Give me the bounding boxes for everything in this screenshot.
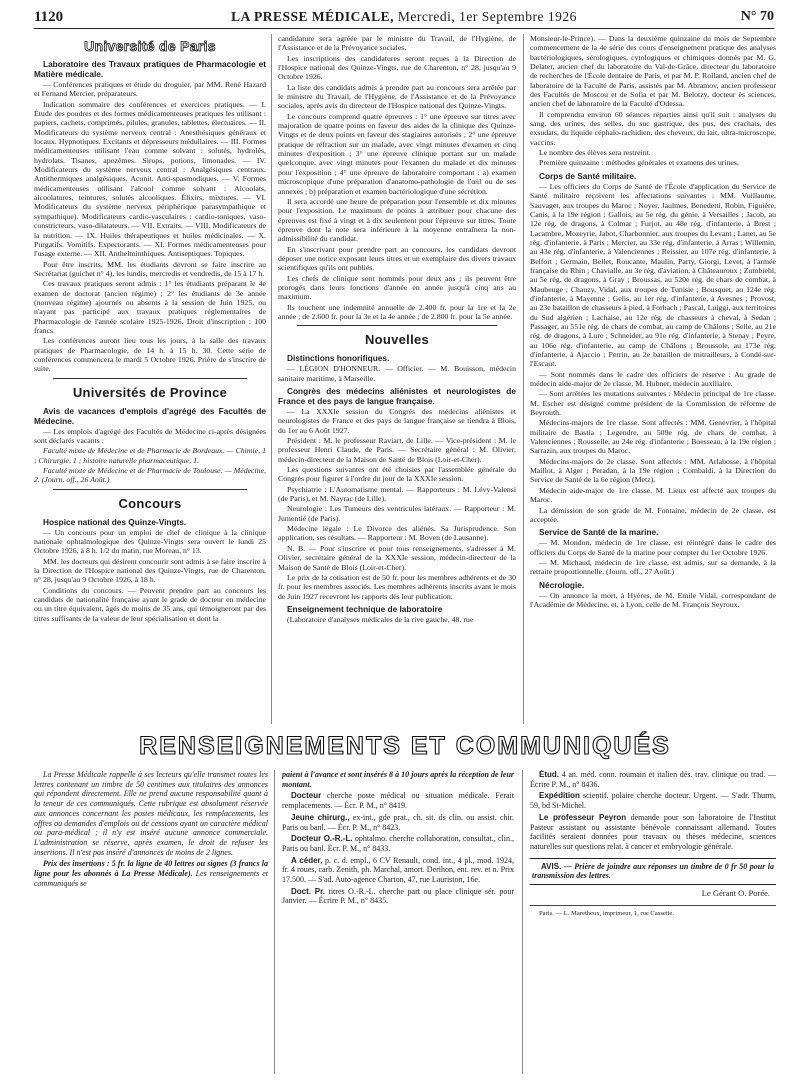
paragraph: En s'inscrivant pour prendre part au concours, les candidats devront déposer une notice exposant leurs titres et un exemplaire des divers travaux scientifiques qu'ils ont publiés. xyxy=(278,244,516,273)
ad-text: ex-int., gde prat., ch. sit. ds clin. ou assist. chir. Paris ou banl. — Écr. P. M., n° 8423. xyxy=(282,812,514,832)
article-heading: Distinctions honorifiques. xyxy=(287,353,390,364)
paragraph: Les conférences auront lieu tous les jours, à la salle des travaux pratiques de Pharmacologie, de 14 h. à 15 h. 30. Cette série de conférences commencera le mardi 5 Octobre 1926. Prière de s'inscrire de suite. xyxy=(34,336,266,374)
section-rule xyxy=(297,325,497,326)
paragraph: Médecins-majors de 2e classe. Sont affectés : MM. Arlabosse, à l'hôpital Maillot, à Alger ; Peradan, à la 19e région ; Combaldi, à la Direction du Service de Santé de la 6e région (Metz). xyxy=(530,456,776,485)
paragraph: Président : M. le professeur Raviart, de Lille. — Vice-président : M. le professeur Henri Claude, de Paris. — Secrétaire général : M. Olivier, médecin-directeur de la Maison de Santé de Blois (Loir-et-Cher). xyxy=(278,436,516,464)
banner-title: RENSEIGNEMENTS ET COMMUNIQUÉS xyxy=(139,732,671,760)
classified-ad xyxy=(282,791,514,810)
paragraph: Neurologie : Les Tumeurs des ventricules latéraux. — Rapporteur : M. Jumentié (de Paris). xyxy=(278,504,516,523)
paragraph: Ces travaux pratiques seront admis : 1° les étudiants préparant le 4e examen de doctorat (ancien régime) ; 2° les étudiants de 3e année (nouveau régime) ajournés ou absents à la session de Juin 1925, ou n'ayant pas participé aux travaux pratiques réglementaires de Pharmacologie de l'année scolaire 1925-1926. Droit d'inscription : 100 francs. xyxy=(34,279,266,335)
journal-name: LA PRESSE MÉDICALE, xyxy=(231,9,395,24)
column-right xyxy=(530,34,776,724)
article-heading: Avis de vacances d'emplois d'agrégé des Facultés de Médecine. xyxy=(34,405,266,426)
classifieds-column-right xyxy=(530,770,776,1070)
article-heading: Nécrologie. xyxy=(539,579,585,590)
avis-heading: AVIS. xyxy=(541,861,562,871)
price-notice: Prix des insertions : 5 fr. la ligne de 40 lettres ou signes (3 francs la ligne pour les abonnés à La Presse Médicale). xyxy=(34,859,268,879)
paragraph: — Sont arrêtées les mutations suivantes : Médecin principal de 1re classe. M. Escher est désigné comme président de la Commission de réforme de Beyrouth. xyxy=(530,389,776,418)
issue-date: Mercredi, 1er Septembre 1926 xyxy=(397,9,577,24)
paragraph: N. B. — Pour s'inscrire et pour tous renseignements, s'adresser à M. Olivier, secrétaire général de la XXXIe session, médecin-directeur de la Maison de Santé de Blois (Loir-et-Cher). xyxy=(278,543,516,572)
classified-ad xyxy=(282,856,514,885)
running-title xyxy=(154,9,654,25)
page-header xyxy=(34,6,774,29)
notice-continuation: Les renseignements et communiqués se xyxy=(34,869,268,888)
paragraph: Monsieur-le-Prince). — Dans la deuxième quinzaine du mois de Septembre commencement de la 4e série des cours d'enseignement pratique des analyses bactériologiques, sérologiques, cytologiques et chimiques donnés par M. G. Delater, ancien chef du laboratoire du Val-de-Grâce, directeur du laboratoire de recherches de l'École dentaire de Paris, et par M. P. Rolland, ancien chef de laboratoire de la Faculté de Paris, assistés par M. Abramov, ancien professeur des Facultés de Moscou et de Sofia et par M. Belotzy, docteur ès sciences, ancien chef de laboratoire de la Faculté d'Odessa. xyxy=(530,34,776,109)
section-title-paris: Université de Paris xyxy=(84,38,216,54)
ad-text: 4 an. méd. conn. roumain et italien dés. trav. clinique ou trad. — Écrire P. M., n° 8436. xyxy=(530,770,776,789)
paragraph: — Les officiers du Corps de Santé de l'École d'application du Service de Santé militaire reçoivent les affectations suivantes : MM. Vuillaume, Sauvaget, aux troupes du Maroc ; Noyer, Jaulmes, Benedetti, Robin, Figuière, Canis, à la 19e région ; Gallois, au 5e rég. du génie, à Versailles ; Jacob, au 12e rég. de dragons, à Colmar ; Furjot, au 48e rég. d'infanterie, à Brest ; Lacambre, Mozeyrie, Jabot, Charbonnier, aux troupes du Levant ; Lanet, au 5e rég. d'infanterie, à Paris ; Mercier, au 33e rég. d'infanterie, à Arras ; Willemin, au 43e rég. d'infanterie, à Valenciennes ; Reissier, au 107e rég. d'infanterie, à Belfort ; Germain, Bellet, Roucante, Maulin, Party, Giorgi, Levet, à l'armée française du Rhin ; Chavialle, au 3e rég. d'aviation, à Châteauroux ; Zumbiehl, au 5e rég. de dragons, à Gray ; Broussas, au 520e rég. de chars de combat, à Maubeuge ; Chauzy, Vidal, aux troupes de Tunisie ; Bousquet, au 124e rég. d'infanterie, à Mayenne ; Gelis, au 1er rég. d'infanterie, à Avesnes ; Provost, au 23e bataillon de chasseurs à pied, à Forbach ; Pascal, Luiggi, aux territoires du Sud algérien ; Lachaise, au 12e rég. de chasseurs à cheval, à Sedan ; Passager, au 551e rég. de chars de combat, au camp de Châlons ; Selle, au 21e rég. de dragons, à Lure ; Schneider, au 91e rég. d'infanterie, à Stenay ; Peyre, au 106e rég. d'infanterie, au camp de Châlons ; Broussole, au 173e rég. d'infanterie, à Ajaccio ; Perrin, au 2e bataillon de mitrailleurs, à Condé-sur-l'Escaut. xyxy=(530,181,776,369)
column-divider xyxy=(522,770,523,1074)
ad-heading: A céder, xyxy=(291,855,323,865)
paragraph: — On annonce la mort, à Hyères, de M. Emile Vidal, correspondant de l'Académie de Médecine, et, à Lyon, celle de M. François Seyroux. xyxy=(530,590,776,609)
classifieds-notice-column xyxy=(34,770,268,1070)
paragraph: Il comprendra environ 60 séances réparties ainsi qu'il suit : analyses du sang, des urines, des selles, du suc gastrique, des pus, des crachats, des exsudats, du liquide céphalo-rachidien, des cheveux, du lait, ultra-microscope, vaccins. xyxy=(530,109,776,147)
ad-heading: Jeune chirurg., xyxy=(291,812,350,822)
ad-text: p. c. d. empl., 6 CV Renault, cond. int., 4 pl., mod. 1924, fr. 4 roues, carb. Zenith, ph. Marchal, amort. Derihon, ent. rev. et n. Prix 17.500. — S'ad. Auto-agence Charton, 47, rue Lauriston, 16e. xyxy=(282,855,514,885)
ad-text: scientif. polaire cherche docteur. Urgent. — S'adr. Thurm, 59, bd St-Michel. xyxy=(530,791,776,811)
paragraph: Pour être inscrits, MM. les étudiants devront se faire inscrire au Secrétariat (guichet n° 4), les lundis, mercredis et vendredis, de 15 à 17 h. xyxy=(34,259,266,278)
paragraph: — LÉGION D'HONNEUR. — Officier. — M. Bouisson, médecin sanitaire maritime, à Marseille. xyxy=(278,364,516,383)
paragraph: — Les emplois d'agrégé des Facultés de Médecine ci-après désignées sont déclarés vacants : xyxy=(34,426,266,445)
column-left xyxy=(34,34,266,724)
column-middle xyxy=(278,34,516,724)
ad-text: titres O.-R.-L. cherche part ou place clinique sér. pour Janvier. — Écrire P. M., n° 8435. xyxy=(282,886,514,906)
paragraph: Médecins-majors de 1re classe. Sont affectés : MM. Genevrier, à l'hôpital militaire de Bastia ; Legendre, au 509e rég. de chars de combat, à Valenciennes ; Rousselle, au 24e rég. d'infanterie ; Boesseau, à la 19e région ; Sarrazin, aux troupes du Maroc. xyxy=(530,418,776,456)
article-heading: Laboratoire des Travaux pratiques de Pharmacologie et Matière médicale. xyxy=(34,59,266,79)
paragraph: — M. Michaud, médecin de 1re classe, est admis, sur sa demande, à la retraite proportionnelle. (Journ. off., 27 Août.) xyxy=(530,557,776,577)
section-title-nouvelles: Nouvelles xyxy=(364,332,430,348)
paragraph: La liste des candidats admis à prendre part au concours sera arrêtée par le ministre du Travail, de l'Hygiène, de l'Assistance et de la Prévoyance sociales, après avis du directeur de l'Hospice national des Quinze-Vingts. xyxy=(278,82,516,111)
paragraph: Première quinzaine : méthodes générales et examens des urines. xyxy=(539,158,739,168)
avis-text: — Prière de joindre aux réponses un timbre de 0 fr 50 pour la transmission des lettres. xyxy=(532,861,775,881)
classified-ad xyxy=(282,813,514,832)
page-number: 1120 xyxy=(34,9,64,25)
article-heading: Congrès des médecins aliénistes et neurologistes de France et des pays de langue française. xyxy=(278,386,516,406)
paragraph: Les questions suivantes ont été choisies par l'assemblée générale du Congrès pour figurer à l'ordre du jour de la XXXIe session. xyxy=(278,465,516,484)
ad-heading: Expédition xyxy=(539,791,580,801)
article-heading: Service de Santé de la marine. xyxy=(539,527,659,538)
paragraph: Le prix de la cotisation est de 50 fr. pour les membres adhérents et de 30 fr. pour les membres associés. Les membres adhérents inscrits avant le mois de Juin 1927 recevront les rapports dès leur publication. xyxy=(278,572,516,601)
paragraph: — Sont nommés dans le cadre des officiers de réserve : Au grade de médecin aide-major de 2e classe, M. Hubner, médecin auxiliaire. xyxy=(530,369,776,389)
paragraph: Médecin aide-major de 1re classe. M. Lieux est affecté aux troupes du Maroc. xyxy=(530,485,776,505)
paragraph: — Un concours pour un emploi de chef de clinique à la clinique nationale ophtalmologique des Quinze-Vingts sera ouvert le lundi 25 Octobre 1926, à 8 h. 1/2 du matin, rue Moreau, n° 13. xyxy=(34,527,266,556)
ad-heading: Docteur xyxy=(291,791,322,801)
manager-signature: Le Gérant O. Porée. xyxy=(701,888,770,899)
paragraph: Conditions du concours. — Peuvent prendre part au concours les candidats de nationalité française ayant le grade de docteur en médecine ou un titre équivalent, âgés de moins de 35 ans, qui témoigneront par des titres suffisants de la valeur de leur spécialisation et dont la xyxy=(34,585,266,623)
article-heading: Corps de Santé militaire. xyxy=(539,170,637,181)
issue-number: N° 70 xyxy=(740,9,774,24)
ad-heading: Étud. xyxy=(539,770,559,779)
paragraph: Les inscriptions des candidatures seront reçues à la Direction de l'Hospice national des Quinze-Vingts, rue de Charenton, n° 28, jusqu'au 9 Octobre 1926. xyxy=(278,53,516,82)
notice-paragraph xyxy=(34,859,268,888)
classified-ad xyxy=(530,791,776,810)
classified-ad xyxy=(530,770,776,789)
paragraph: Ils touchent une indemnité annuelle de 2.400 fr. pour la 1re et la 2e année ; de 2.600 fr. pour la 3e et la 4e année ; de 2.800 fr. pour la 5e année. xyxy=(278,302,516,321)
paragraph: — La XXXIe session du Congrès des médecins aliénistes et neurologistes de France et des pays de langue française se tiendra à Blois, du 1er au 6 Août 1927. xyxy=(278,407,516,435)
section-title-concours: Concours xyxy=(118,495,182,511)
classified-ad xyxy=(282,834,514,853)
paragraph: Médecine légale : Le Divorce des aliénés. Sa Jurisprudence. Son application, ses résultats. — Rapporteur : M. Boven (de Lausanne). xyxy=(278,524,516,543)
section-rule xyxy=(53,378,248,379)
classified-ad xyxy=(530,813,776,852)
notice-continuation: paient à l'avance et sont insérés 8 à 10 jours après la réception de leur montant. xyxy=(282,770,514,789)
paragraph: Il sera accordé une heure de préparation pour l'ensemble et dix minutes pour l'exposition. Le maximum de points à attribuer pour chacune des épreuves est fixé à vingt et à dix seulement pour l'épreuve sur titres. Toute épreuve dont la note sera inférieure à la moyenne entraînera la non-admissibilité du candidat. xyxy=(278,196,516,244)
paragraph: Faculté mixte de Médecine et de Pharmacie de Bordeaux. — Chimie, 1 ; Chirurgie, 1 ; histoire naturelle pharmaceutique, 1. xyxy=(34,446,266,465)
classifieds-column-middle xyxy=(282,770,514,1070)
avis-notice xyxy=(530,858,776,885)
ad-heading: Doct. Pr. xyxy=(291,886,326,896)
paragraph: — Conférences pratiques et étude du droguier, par MM. René Hazard et Fernand Mercier, préparateurs. xyxy=(34,80,266,99)
article-heading: Enseignement technique de laboratoire xyxy=(287,603,443,614)
paragraph: (Laboratoire d'analyses médicales de la rive gauche, 48, rue xyxy=(287,614,474,624)
paragraph: Faculté mixte de Médecine et de Pharmacie de Toulouse. — Médecine, 2. (Journ. off., 26 Août.) xyxy=(34,466,266,485)
paragraph: Le nombre des élèves sera restreint. xyxy=(539,148,651,158)
column-divider xyxy=(523,34,524,724)
classifieds-banner xyxy=(34,732,776,762)
printer-line: Paris. — L. Maretheux, imprimeur, 1, rue Cassette. xyxy=(530,905,776,919)
ad-heading: Docteur O.-R.-L. xyxy=(291,834,353,844)
ad-text: cherche poste médical ou situation médicale. Ferait remplacements. — Écr. P. M., n° 8419. xyxy=(282,791,514,811)
paragraph: La démission de son grade de M. Fontaine, médecin de 2e classe, est acceptée. xyxy=(530,505,776,524)
paragraph: Le concours comprend quatre épreuves : 1° une épreuve sur titres avec majoration de quatre points en faveur des aides de la clinique des Quinze-Vingts et de deux points en faveur des stagiaires autorisés ; 2° une épreuve pratique de réfraction sur un malade, avec vingt minutes d'examen et cinq minutes d'exposition ; 3° une épreuve clinique portant sur un malade quelconque, avec vingt minutes pour l'examen du malade et dix minutes pour l'exposition ; 4° une épreuve de laboratoire comportant : a) examen microscopique d'une préparation d'anatomo-pathologie de l'œil ou de ses annexes ; b) préparation et examen bactériologique d'une sécrétion. xyxy=(278,111,516,196)
paragraph: candidature sera agréée par le ministre du Travail, de l'Hygiène, de l'Assistance et de la Prévoyance sociales. xyxy=(278,34,516,53)
section-title-province: Universités de Province xyxy=(72,384,228,400)
notice-paragraph: La Presse Médicale rappelle à ses lecteurs qu'elle transmet toutes les lettres contenant un timbre de 50 centimes aux titulaires des annonces qui répondent directement. Elle ne prend aucune responsabilité quant à la teneur de ces communiqués. Cette rubrique est absolument réservée aux annonces concernant les postes médicaux, les remplacements, les offres ou demandes d'emplois ou de cessions ayant un caractère médical ou para-médical ; il n'y est inséré aucune annonce commerciale. L'administration se réserve, après examen, le droit de refuser les insertions. Il n'est pas inséré d'annonces de moins de 2 lignes. xyxy=(34,770,268,857)
ad-text: ophtalmo. cherche collaboration, consultat., clin., Paris ou banl. Écr. P. M., n° 8433. xyxy=(282,834,514,853)
article-heading: Hospice national des Quinze-Vingts. xyxy=(43,516,187,527)
ad-text: demande pour son laboratoire de l'Institut Pasteur assistant ou assistante bénévole connaissant allemand. Toutes facilités seraient données pour travaux ou thèses médecine, sciences naturelles sur questions relat. à cancer et embryologie générale. xyxy=(530,812,776,851)
paragraph: MM. les docteurs qui désirent concourir sont admis à se faire inscrire à la Direction de l'Hospice national des Quinze-Vingts, rue de Charenton, n° 28, jusqu'au 9 Octobre 1926, à 18 h. xyxy=(34,556,266,585)
paragraph: Indication sommaire des conférences et exercices pratiques. — I. Étude des poudres et des formes médicamenteuses pratiques les utilisant : papiers, cachets, comprimés, pilules, granules, tablettes, électuaires. — II. Modificateurs du système nerveux central : Anesthésiques généraux et locaux. Hypnotiques. Excitants et dépresseurs médullaires. — III. Formes médicamenteuses utilisant l'eau comme solvant : solutés, hydrolés, hydrolats. Tisanes, apozèmes. Sirops, potions, limonades. — IV. Modificateurs du système nerveux central : Analgésiques centraux. Antithermiques analgésiques. Aconit. Anti-spasmodiques. — V. Formes médicamenteuses utilisant l'alcool comme solvant : Alcoolats, alcoolatures, teintures, solutés alcooliques. Élixirs, mixtures. — VI. Modificateurs du système nerveux périphérique parasympathique et sympathique). Modificateurs cardio-vasculaires : cardio-toniques, vaso-constricteurs, vaso-dilatateurs. — VII. Extraits. — VIII. Modificateurs de la nutrition. — IX. Huiles thérapeutiques et huiles médicinales. — X. Purgatifs. Vomitifs. Expectorants. — XI. Formes médicamenteuses pour l'usage externe. — XII. Anthelminthiques. Antiseptiques. Topiques. xyxy=(34,99,266,259)
column-divider xyxy=(271,34,272,724)
section-rule xyxy=(53,489,248,490)
classified-ad xyxy=(282,887,514,906)
paragraph: — M. Mondon, médecin de 1re classe, est réintégré dans le cadre des officiers du Corps de Santé de la marine pour compter du 1er Octobre 1926. xyxy=(530,538,776,557)
paragraph: Les chefs de clinique sont nommés pour deux ans ; ils peuvent être prorogés dans leurs fonctions d'année en année jusqu'à cinq ans au maximum. xyxy=(278,273,516,302)
paragraph: Psychiatrie : L'Automatisme mental. — Rapporteurs : M. Lévy-Valensi (de Paris), et M. Nayrac (de Lille). xyxy=(278,484,516,504)
column-divider xyxy=(274,770,275,1074)
ad-heading: Le professeur Peyron xyxy=(539,812,627,822)
